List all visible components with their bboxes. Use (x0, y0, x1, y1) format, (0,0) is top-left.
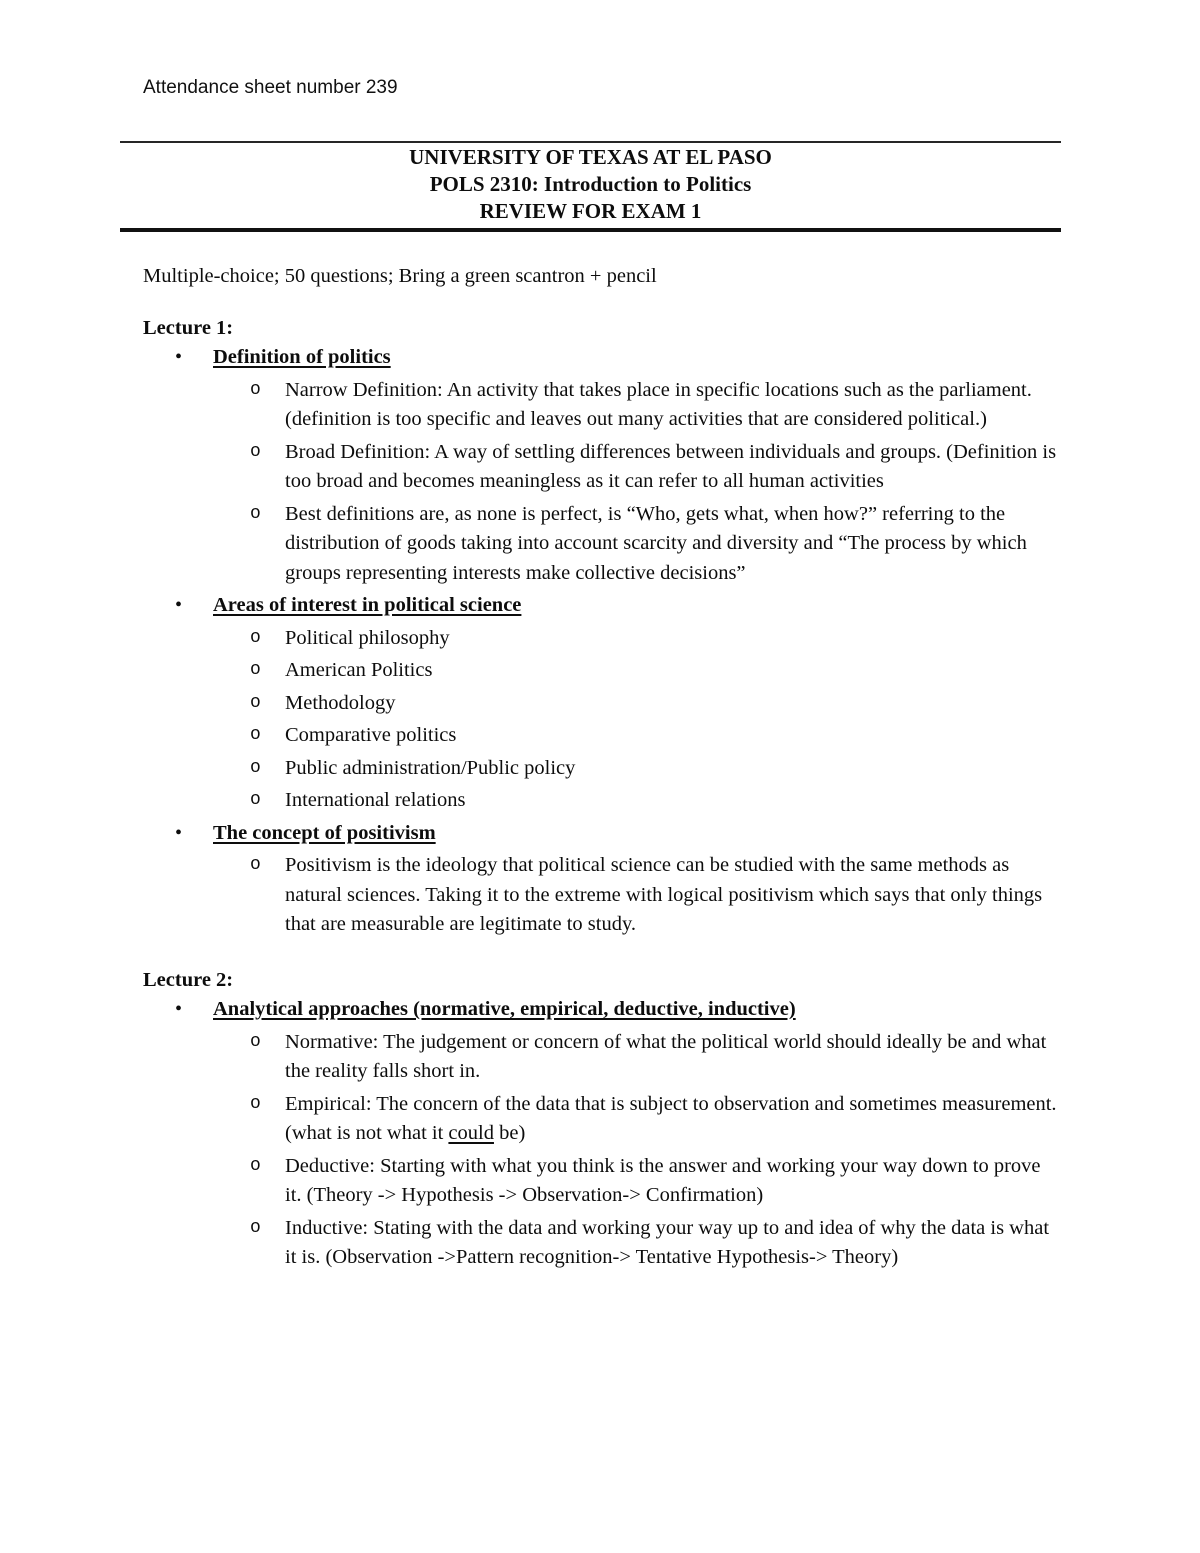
bullet-icon: • (175, 998, 183, 1020)
point-list (0, 851, 1200, 940)
point-text: Positivism is the ideology that political science can be studied with the same methods as natural sciences. Taking it to the extreme with logical positivism which says that only things that are measurable are legitimate to study. (285, 854, 1043, 935)
attendance-note: Attendance sheet number 239 (143, 77, 398, 98)
circle-bullet-icon: o (250, 1217, 261, 1238)
point-text: Methodology (285, 691, 396, 714)
circle-bullet-icon: o (250, 855, 261, 875)
circle-bullet-icon: o (250, 1031, 261, 1052)
circle-bullet-icon: o (250, 503, 261, 524)
topic-heading: Definition of politics (213, 346, 391, 368)
point-text: Broad Definition: A way of settling differences between individuals and groups. (Definition is too broad and becomes meaningless as it can refer to all human activities (285, 440, 1057, 492)
topic-heading-row (175, 819, 1059, 849)
circle-bullet-icon: o (250, 757, 261, 778)
circle-bullet-icon: o (250, 790, 261, 810)
list-item (250, 376, 1057, 435)
lecture-section (0, 966, 1200, 1273)
header-course: POLS 2310: Introduction to Politics (429, 172, 752, 196)
list-item (250, 689, 1057, 719)
topic-list (0, 343, 1200, 940)
circle-bullet-icon: o (250, 379, 261, 400)
bullet-icon: • (175, 346, 183, 368)
point-list (0, 624, 1200, 816)
topic-heading-row (175, 995, 1059, 1025)
circle-bullet-icon: o (250, 627, 261, 648)
topic-heading-row (175, 343, 1059, 373)
point-text: Narrow Definition: An activity that takes place in specific locations such as the parliament. (definition is too specific and leaves out many activities that are considered political.) (285, 378, 1032, 430)
topic (0, 995, 1200, 1273)
point-text: International relations (285, 789, 466, 811)
topic (0, 343, 1200, 588)
lecture-title: Lecture 2: (143, 968, 234, 991)
topic-heading: Areas of interest in political science (213, 594, 522, 616)
point-list (0, 1028, 1200, 1273)
circle-bullet-icon: o (250, 441, 261, 462)
topic-heading: Analytical approaches (normative, empirical, deductive, inductive) (213, 998, 796, 1020)
topic-heading-row (175, 591, 1059, 621)
point-text: Comparative politics (285, 724, 457, 746)
point-text: Inductive: Stating with the data and working your way up to and idea of why the data is what it is. (Observation ->Pattern recognition-> Tentative Hypothesis-> Theory) (285, 1216, 1050, 1268)
topic (0, 591, 1200, 816)
list-item (250, 624, 1057, 654)
topic (0, 819, 1200, 940)
point-text: Empirical: The concern of the data that is subject to observation and sometimes measurement. (what is not what it could be) (285, 1092, 1057, 1144)
point-text: Political philosophy (285, 626, 450, 649)
list-item (250, 1028, 1057, 1087)
bullet-icon: • (175, 594, 183, 616)
circle-bullet-icon: o (250, 1155, 261, 1176)
topic-heading: The concept of positivism (213, 821, 436, 844)
lecture-sections (0, 314, 1200, 1273)
header-university: UNIVERSITY OF TEXAS AT EL PASO (409, 145, 772, 169)
list-item (250, 500, 1057, 589)
list-item (250, 1214, 1057, 1273)
bullet-icon: • (175, 821, 183, 844)
list-item (250, 1152, 1057, 1211)
list-item (250, 754, 1057, 784)
list-item (250, 851, 1057, 940)
lecture-section (0, 314, 1200, 940)
list-item (250, 656, 1057, 686)
circle-bullet-icon: o (250, 660, 261, 680)
list-item (250, 721, 1057, 751)
document-header (120, 141, 1061, 232)
header-review-title: REVIEW FOR EXAM 1 (479, 199, 702, 223)
point-list (0, 376, 1200, 589)
exam-info-line: Multiple-choice; 50 questions; Bring a green scantron + pencil (143, 265, 657, 287)
circle-bullet-icon: o (250, 1093, 261, 1114)
topic-list (0, 995, 1200, 1273)
circle-bullet-icon: o (250, 725, 261, 745)
point-text: Deductive: Starting with what you think is the answer and working your way down to prove it. (Theory -> Hypothesis -> Observation-> Confirmation) (285, 1154, 1041, 1206)
point-text: Best definitions are, as none is perfect, is “Who, gets what, when how?” referring to the distribution of goods taking into account scarcity and diversity and “The process by which groups representing interests make collective decisions” (285, 502, 1027, 584)
list-item (250, 786, 1057, 816)
point-text: American Politics (285, 659, 433, 681)
lecture-title: Lecture 1: (143, 316, 234, 339)
list-item (250, 1090, 1057, 1149)
point-text: Normative: The judgement or concern of what the political world should ideally be and what the reality falls short in. (285, 1030, 1047, 1082)
list-item (250, 438, 1057, 497)
circle-bullet-icon: o (250, 692, 261, 713)
point-text: Public administration/Public policy (285, 756, 576, 779)
